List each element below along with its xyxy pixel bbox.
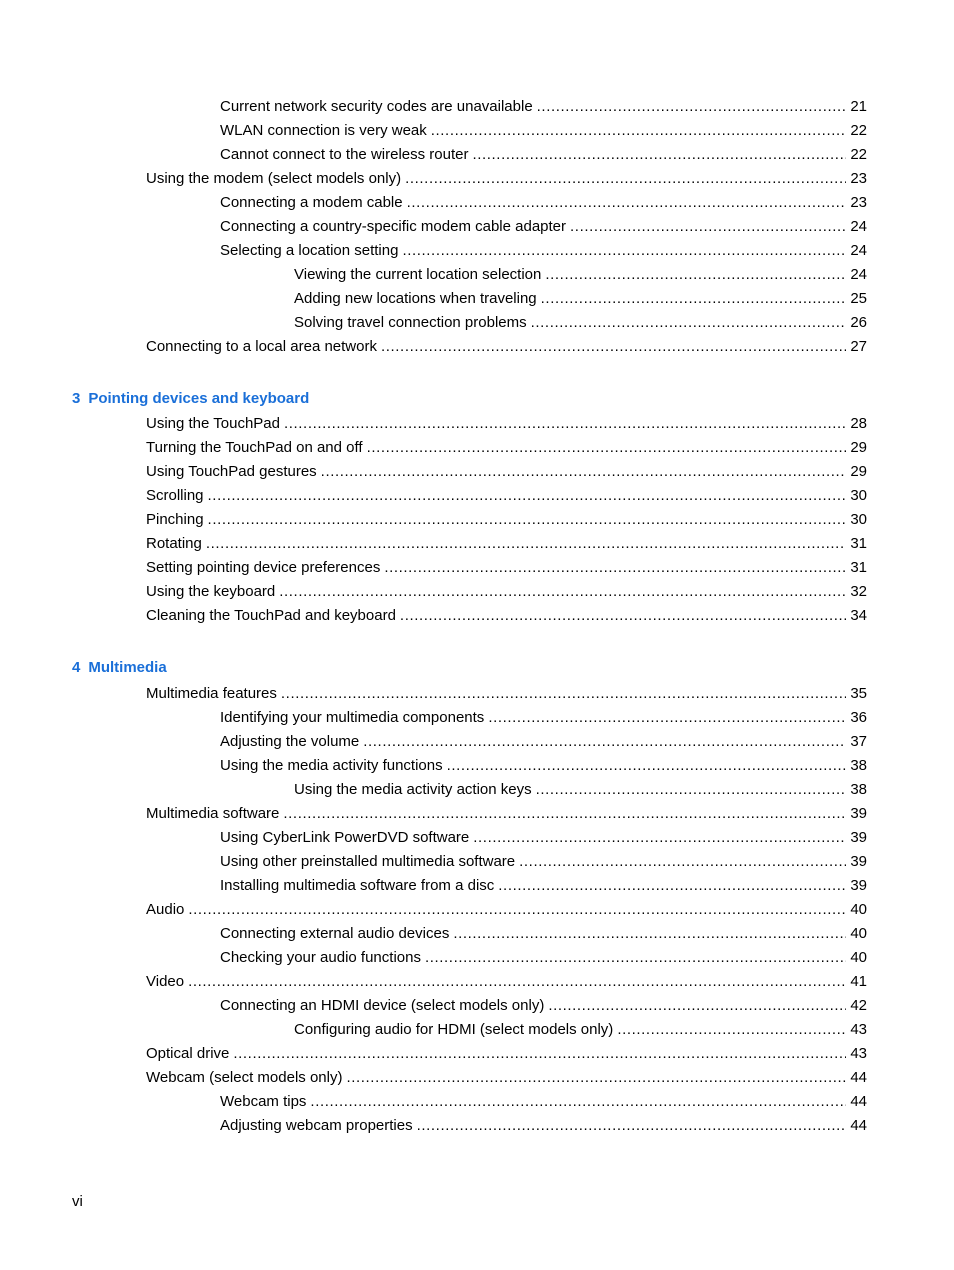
dot-leader — [188, 970, 846, 994]
toc-entry-title: Scrolling — [146, 484, 208, 508]
toc-entry-title: Multimedia software — [146, 802, 283, 826]
chapter-heading-4[interactable] — [72, 658, 167, 678]
toc-entry-title: Connecting external audio devices — [220, 922, 453, 946]
dot-leader — [402, 239, 846, 263]
toc-entry[interactable] — [146, 167, 867, 191]
toc-entry-page-number: 29 — [846, 460, 867, 484]
toc-entry-page-number: 23 — [846, 191, 867, 215]
toc-entry-page-number: 30 — [846, 508, 867, 532]
toc-entry-title: Cannot connect to the wireless router — [220, 143, 472, 167]
toc-entry-page-number: 39 — [846, 874, 867, 898]
toc-entry[interactable] — [220, 239, 867, 263]
toc-entry-title: Connecting an HDMI device (select models only) — [220, 994, 548, 1018]
dot-leader — [310, 1090, 846, 1114]
toc-entry-title: Video — [146, 970, 188, 994]
page-number-footer: vi — [72, 1193, 83, 1210]
toc-entry-page-number: 43 — [846, 1042, 867, 1066]
toc-entry[interactable] — [146, 508, 867, 532]
toc-entry[interactable] — [146, 1066, 867, 1090]
toc-entry-page-number: 34 — [846, 604, 867, 628]
toc-entry[interactable] — [220, 922, 867, 946]
dot-leader — [431, 119, 847, 143]
toc-entry[interactable] — [294, 778, 867, 802]
dot-leader — [407, 191, 847, 215]
toc-entry-title: Adjusting webcam properties — [220, 1114, 417, 1138]
toc-entry-title: Using the modem (select models only) — [146, 167, 405, 191]
dot-leader — [283, 802, 846, 826]
toc-entry[interactable] — [146, 436, 867, 460]
toc-entry[interactable] — [220, 1090, 867, 1114]
chapter-number: 3 — [72, 390, 81, 407]
toc-entry[interactable] — [146, 604, 867, 628]
toc-entry-title: Checking your audio functions — [220, 946, 425, 970]
dot-leader — [536, 778, 847, 802]
toc-entry-page-number: 25 — [846, 287, 867, 311]
toc-entry-title: Identifying your multimedia components — [220, 706, 488, 730]
dot-leader — [367, 436, 847, 460]
dot-leader — [417, 1114, 847, 1138]
toc-entry-page-number: 38 — [846, 754, 867, 778]
toc-entry-title: Solving travel connection problems — [294, 311, 531, 335]
dot-leader — [473, 826, 846, 850]
toc-entry-title: Multimedia features — [146, 682, 281, 706]
toc-entry-page-number: 44 — [846, 1090, 867, 1114]
toc-entry-page-number: 37 — [846, 730, 867, 754]
toc-entry-page-number: 23 — [846, 167, 867, 191]
toc-entry-page-number: 38 — [846, 778, 867, 802]
dot-leader — [206, 532, 846, 556]
toc-entry-page-number: 24 — [846, 263, 867, 287]
dot-leader — [425, 946, 846, 970]
toc-entry-page-number: 31 — [846, 556, 867, 580]
toc-entry-title: Installing multimedia software from a disc — [220, 874, 498, 898]
dot-leader — [281, 682, 846, 706]
toc-entry[interactable] — [220, 119, 867, 143]
toc-entry-title: Using CyberLink PowerDVD software — [220, 826, 473, 850]
toc-entry-title: Webcam (select models only) — [146, 1066, 346, 1090]
toc-entry-title: Optical drive — [146, 1042, 233, 1066]
dot-leader — [537, 95, 847, 119]
dot-leader — [541, 287, 847, 311]
toc-entry[interactable] — [146, 412, 867, 436]
toc-entry-title: Current network security codes are unavailable — [220, 95, 537, 119]
toc-entry-page-number: 36 — [846, 706, 867, 730]
dot-leader — [453, 922, 846, 946]
toc-entry-page-number: 22 — [846, 143, 867, 167]
chapter-title: Multimedia — [88, 659, 167, 676]
dot-leader — [447, 754, 847, 778]
dot-leader — [472, 143, 846, 167]
toc-entry[interactable] — [294, 311, 867, 335]
toc-entry[interactable] — [146, 682, 867, 706]
toc-entry-title: Using the media activity functions — [220, 754, 447, 778]
toc-entry-title: Viewing the current location selection — [294, 263, 545, 287]
toc-entry-title: Adding new locations when traveling — [294, 287, 541, 311]
toc-entry-title: Selecting a location setting — [220, 239, 402, 263]
toc-entry-title: Rotating — [146, 532, 206, 556]
toc-entry-page-number: 35 — [846, 682, 867, 706]
toc-entry-page-number: 29 — [846, 436, 867, 460]
toc-entry-page-number: 22 — [846, 119, 867, 143]
dot-leader — [381, 335, 846, 359]
dot-leader — [400, 604, 846, 628]
toc-section-chapter-3 — [0, 412, 954, 628]
toc-entry[interactable] — [220, 874, 867, 898]
toc-entry-page-number: 42 — [846, 994, 867, 1018]
toc-entry-page-number: 24 — [846, 239, 867, 263]
chapter-number: 4 — [72, 659, 81, 676]
toc-entry-title: Audio — [146, 898, 188, 922]
toc-entry-page-number: 28 — [846, 412, 867, 436]
toc-entry[interactable] — [146, 484, 867, 508]
toc-entry-title: Configuring audio for HDMI (select models only) — [294, 1018, 617, 1042]
toc-entry[interactable] — [294, 1018, 867, 1042]
toc-entry-title: Cleaning the TouchPad and keyboard — [146, 604, 400, 628]
toc-entry-page-number: 30 — [846, 484, 867, 508]
toc-entry[interactable] — [220, 143, 867, 167]
toc-entry-page-number: 27 — [846, 335, 867, 359]
toc-entry[interactable] — [294, 287, 867, 311]
toc-entry-title: Using other preinstalled multimedia software — [220, 850, 519, 874]
toc-entry-title: WLAN connection is very weak — [220, 119, 431, 143]
dot-leader — [188, 898, 846, 922]
dot-leader — [617, 1018, 846, 1042]
toc-entry-page-number: 39 — [846, 850, 867, 874]
dot-leader — [498, 874, 846, 898]
dot-leader — [488, 706, 846, 730]
toc-entry[interactable] — [220, 191, 867, 215]
chapter-heading-3[interactable] — [72, 389, 309, 409]
toc-entry-title: Connecting a country-specific modem cable adapter — [220, 215, 570, 239]
dot-leader — [208, 508, 847, 532]
toc-entry[interactable] — [146, 532, 867, 556]
toc-entry-page-number: 39 — [846, 826, 867, 850]
dot-leader — [208, 484, 847, 508]
toc-entry-page-number: 44 — [846, 1066, 867, 1090]
toc-entry[interactable] — [146, 335, 867, 359]
toc-entry-title: Setting pointing device preferences — [146, 556, 384, 580]
toc-entry[interactable] — [220, 946, 867, 970]
toc-entry[interactable] — [146, 460, 867, 484]
toc-entry[interactable] — [294, 263, 867, 287]
toc-entry[interactable] — [220, 754, 867, 778]
toc-entry-title: Using the TouchPad — [146, 412, 284, 436]
dot-leader — [548, 994, 846, 1018]
toc-entry-page-number: 39 — [846, 802, 867, 826]
toc-section-network — [0, 95, 954, 359]
toc-entry-page-number: 32 — [846, 580, 867, 604]
dot-leader — [321, 460, 847, 484]
dot-leader — [284, 412, 846, 436]
dot-leader — [279, 580, 846, 604]
dot-leader — [346, 1066, 846, 1090]
toc-entry-title: Pinching — [146, 508, 208, 532]
toc-entry-page-number: 21 — [846, 95, 867, 119]
toc-entry-title: Using the keyboard — [146, 580, 279, 604]
toc-entry[interactable] — [220, 826, 867, 850]
toc-entry-page-number: 43 — [846, 1018, 867, 1042]
toc-entry-title: Turning the TouchPad on and off — [146, 436, 367, 460]
toc-entry-page-number: 40 — [846, 922, 867, 946]
toc-entry-title: Adjusting the volume — [220, 730, 363, 754]
dot-leader — [570, 215, 846, 239]
toc-entry[interactable] — [146, 970, 867, 994]
toc-entry-title: Connecting a modem cable — [220, 191, 407, 215]
dot-leader — [531, 311, 847, 335]
dot-leader — [363, 730, 846, 754]
toc-section-chapter-4 — [0, 682, 954, 1138]
toc-entry-page-number: 26 — [846, 311, 867, 335]
toc-entry[interactable] — [146, 580, 867, 604]
toc-entry-title: Connecting to a local area network — [146, 335, 381, 359]
toc-entry[interactable] — [146, 802, 867, 826]
toc-entry-page-number: 40 — [846, 898, 867, 922]
toc-entry[interactable] — [146, 898, 867, 922]
toc-entry[interactable] — [220, 994, 867, 1018]
dot-leader — [519, 850, 846, 874]
toc-entry[interactable] — [220, 215, 867, 239]
toc-entry-page-number: 24 — [846, 215, 867, 239]
toc-entry[interactable] — [146, 556, 867, 580]
toc-entry[interactable] — [220, 1114, 867, 1138]
dot-leader — [405, 167, 846, 191]
dot-leader — [384, 556, 846, 580]
toc-entry-page-number: 31 — [846, 532, 867, 556]
toc-entry-title: Webcam tips — [220, 1090, 310, 1114]
toc-entry-title: Using the media activity action keys — [294, 778, 536, 802]
dot-leader — [233, 1042, 846, 1066]
dot-leader — [545, 263, 846, 287]
toc-entry[interactable] — [220, 95, 867, 119]
toc-entry[interactable] — [220, 850, 867, 874]
toc-entry[interactable] — [146, 1042, 867, 1066]
toc-entry-page-number: 41 — [846, 970, 867, 994]
chapter-title: Pointing devices and keyboard — [88, 390, 310, 407]
toc-entry-page-number: 44 — [846, 1114, 867, 1138]
toc-entry-title: Using TouchPad gestures — [146, 460, 321, 484]
toc-entry[interactable] — [220, 706, 867, 730]
toc-entry[interactable] — [220, 730, 867, 754]
toc-entry-page-number: 40 — [846, 946, 867, 970]
